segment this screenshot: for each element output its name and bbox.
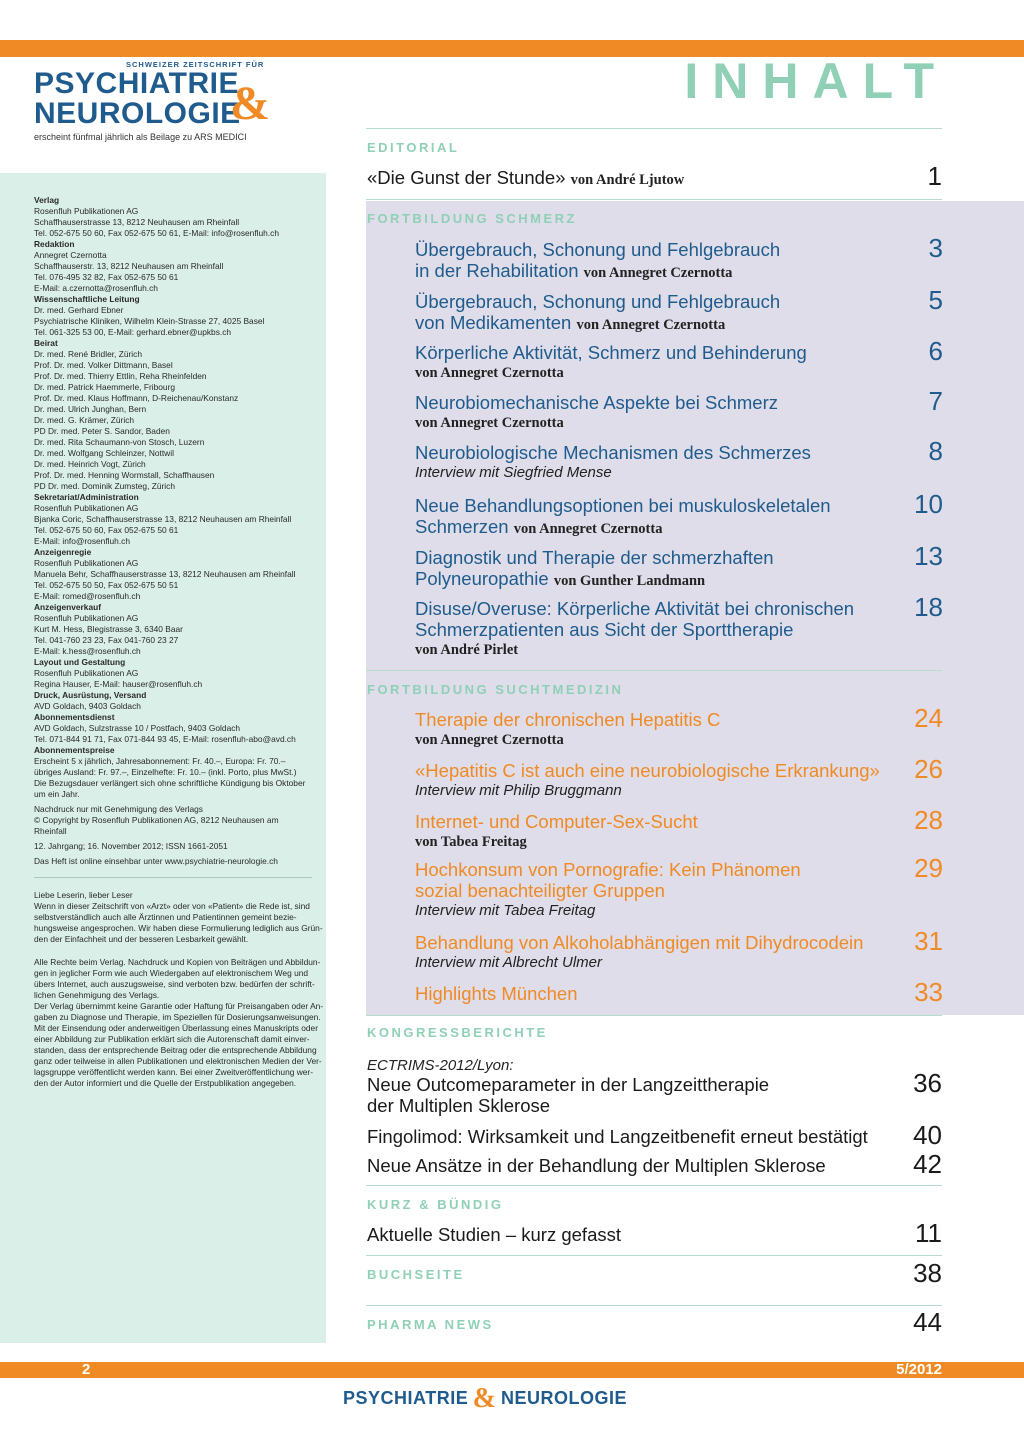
impressum-line: Kurt M. Hess, Blegistrasse 3, 6340 Baar: [34, 624, 183, 634]
section-rule: [366, 128, 942, 129]
entry-title-part: von Medikamenten: [415, 312, 572, 333]
entry-page: 29: [914, 853, 943, 883]
section-fortbildung-schmerz: FORTBILDUNG SCHMERZ: [367, 211, 577, 226]
entry-title: Disuse/Overuse: Körperliche Aktivität bei chronischen: [415, 598, 855, 619]
note-line: lagsgruppe veröffentlicht werden kann. Bei einer Zweitveröffentlichung wer-: [34, 1067, 314, 1077]
note-line: übers Internet, auch auszugsweise, sind verboten bzw. bedürfen der schrift-: [34, 979, 315, 989]
note-line: lichen Genehmigung des Verlags.: [34, 990, 160, 1000]
section-rule: [366, 1185, 942, 1186]
impressum-sidebar: [0, 173, 326, 1343]
entry-interview: Interview mit Tabea Freitag: [415, 902, 596, 919]
journal-logo: [34, 60, 324, 142]
impressum-line: E-Mail: romed@rosenfluh.ch: [34, 591, 141, 601]
impressum-line: übriges Ausland: Fr. 97.–, Einzelhefte: Fr. 10.– (inkl. Porto, plus MwSt.): [34, 767, 297, 777]
impressum-heading: Anzeigenverkauf: [34, 602, 102, 612]
impressum-heading: Abonnementsdienst: [34, 712, 115, 722]
impressum-heading: Redaktion: [34, 239, 75, 249]
impressum-line: um ein Jahr.: [34, 789, 80, 799]
entry-title: Neue Outcomeparameter in der Langzeittherapie: [367, 1074, 770, 1095]
entry-page: 1: [927, 161, 942, 191]
entry-title-part: Schmerzen: [415, 516, 509, 537]
entry-title-part: Schmerzpatienten aus Sicht der Sporttherapie: [415, 619, 794, 640]
impressum-line: Rosenfluh Publikationen AG: [34, 613, 139, 623]
section-kongressberichte: KONGRESSBERICHTE: [367, 1025, 548, 1040]
logo-line-1: PSYCHIATRIE: [34, 67, 239, 100]
note-line: gaben zu Diagnose und Therapie, im Speziellen für Dosierungsanweisungen.: [34, 1012, 321, 1022]
toc-entry[interactable]: [415, 541, 943, 592]
section-buchseite[interactable]: BUCHSEITE: [367, 1267, 465, 1282]
section-rule: [366, 199, 942, 200]
entry-page: 28: [914, 805, 943, 835]
toc-entry[interactable]: [415, 336, 943, 383]
entry-author: von André Pirlet: [415, 642, 519, 658]
impressum-line: AVD Goldach, Sulzstrasse 10 / Postfach, 9403 Goldach: [34, 723, 241, 733]
toc-entry[interactable]: [415, 233, 943, 284]
impressum-heading: Layout und Gestaltung: [34, 657, 126, 667]
online-info: Das Heft ist online einsehbar unter www.psychiatrie-neurologie.ch: [34, 856, 278, 866]
entry-title: Hochkonsum von Pornografie: Kein Phänomen: [415, 859, 801, 880]
impressum-line: Prof. Dr. med. Volker Dittmann, Basel: [34, 360, 173, 370]
impressum-line: Dr. med. Gerhard Ebner: [34, 305, 124, 315]
impressum-list: [34, 195, 312, 800]
impressum-line: Dr. med. Heinrich Vogt, Zürich: [34, 459, 146, 469]
note-line: gen in jeglicher Form wie auch Wiedergaben auf elektronischem Weg und: [34, 968, 309, 978]
entry-page: 8: [928, 436, 943, 466]
entry-title: «Die Gunst der Stunde»: [367, 167, 566, 188]
toc-entry[interactable]: [415, 926, 943, 973]
toc-entry[interactable]: [415, 285, 943, 336]
entry-author: von Annegret Czernotta: [415, 365, 564, 381]
toc-entry[interactable]: [415, 754, 943, 801]
toc-entry[interactable]: [415, 853, 943, 921]
entry-title-cont: [415, 516, 942, 540]
footer-logo: [320, 1380, 650, 1414]
logo-line-2: NEUROLOGIE: [34, 97, 241, 130]
entry-page: 31: [914, 926, 943, 956]
impressum-line: Tel. 071-844 91 71, Fax 071-844 93 45, E-Mail: rosenfluh-abo@avd.ch: [34, 734, 296, 744]
entry-title: Behandlung von Alkoholabhängigen mit Dihydrocodein: [415, 932, 864, 953]
impressum-heading: Druck, Ausrüstung, Versand: [34, 690, 147, 700]
entry-title: Therapie der chronischen Hepatitis C: [415, 709, 721, 730]
impressum-line: Prof. Dr. med. Thierry Ettlin, Reha Rheinfelden: [34, 371, 207, 381]
entry-page: 36: [913, 1068, 942, 1098]
impressum-line: PD Dr. med. Dominik Zumsteg, Zürich: [34, 481, 176, 491]
logo-kicker: SCHWEIZER ZEITSCHRIFT FÜR: [126, 60, 265, 69]
impressum-line: Psychiatrische Kliniken, Wilhelm Klein-Strasse 27, 4025 Basel: [34, 316, 265, 326]
note-line: den der Einfachheit und der besseren Lesbarkeit gewählt.: [34, 934, 249, 944]
entry-author: von Annegret Czernotta: [583, 265, 733, 281]
impressum-heading: Beirat: [34, 338, 58, 348]
impressum-heading: Wissenschaftliche Leitung: [34, 294, 140, 304]
note-line: ganz oder teilweise in allen Publikationen und elektronischen Medien der Ver-: [34, 1056, 322, 1066]
note-line: standen, dass der entsprechende Beitrag oder die entsprechende Abbildung: [34, 1045, 317, 1055]
entry-title: Neue Ansätze in der Behandlung der Multiplen Sklerose: [367, 1155, 826, 1176]
section-rule: [366, 1015, 942, 1016]
entry-page: 13: [914, 541, 943, 571]
entry-title: «Hepatitis C ist auch eine neurobiologische Erkrankung»: [415, 760, 880, 781]
entry-kicker: ECTRIMS-2012/Lyon:: [367, 1057, 514, 1074]
impressum-line: Rosenfluh Publikationen AG: [34, 668, 139, 678]
note-line: Mit der Einsendung oder anderweitigen Überlassung eines Manuskripts oder: [34, 1023, 318, 1033]
toc-entry[interactable]: [415, 592, 943, 660]
impressum-line: Dr. med. G. Krämer, Zürich: [34, 415, 135, 425]
impressum-line: AVD Goldach, 9403 Goldach: [34, 701, 141, 711]
rights-note: [34, 957, 324, 1089]
entry-title-part: Polyneuropathie: [415, 568, 549, 589]
section-rule: [366, 1255, 942, 1256]
entry-author: von Annegret Czernotta: [415, 732, 564, 748]
impressum-line: Dr. med. Wolfgang Schleinzer, Nottwil: [34, 448, 174, 458]
entry-page: 5: [928, 285, 943, 315]
issue-info: 12. Jahrgang; 16. November 2012; ISSN 1661-2051: [34, 841, 228, 851]
entry-interview: Interview mit Albrecht Ulmer: [415, 954, 602, 971]
impressum-line: Manuela Behr, Schaffhauserstrasse 13, 8212 Neuhausen am Rheinfall: [34, 569, 296, 579]
entry-page: 42: [913, 1149, 942, 1179]
impressum-line: Dr. med. Ulrich Junghan, Bern: [34, 404, 147, 414]
impressum-heading: Verlag: [34, 195, 60, 205]
impressum-line: PD Dr. med. Peter S. Sandor, Baden: [34, 426, 170, 436]
impressum-heading: Sekretariat/Administration: [34, 492, 139, 502]
entry-author: von Tabea Freitag: [415, 834, 527, 850]
impressum-line: Bjanka Coric, Schaffhauserstrasse 13, 8212 Neuhausen am Rheinfall: [34, 514, 292, 524]
entry-page: 26: [914, 754, 943, 784]
footer-logo-left: PSYCHIATRIE: [343, 1388, 469, 1408]
note-line: den der Autor informiert und die Quelle der Erstpublikation angegeben.: [34, 1078, 297, 1088]
entry-page: 3: [928, 233, 943, 263]
impressum-line: Dr. med. Patrick Haemmerle, Fribourg: [34, 382, 176, 392]
entry-page: 24: [914, 703, 943, 733]
entry-title-cont: [415, 260, 942, 284]
page-number: 2: [82, 1361, 91, 1378]
entry-title: Aktuelle Studien – kurz gefasst: [367, 1224, 622, 1245]
note-line: Der Verlag übernimmt keine Garantie oder Haftung für Preisangaben oder An-: [34, 1001, 324, 1011]
impressum-line: Prof. Dr. med. Henning Wormstall, Schaffhausen: [34, 470, 215, 480]
pharma-news-page: 44: [913, 1307, 942, 1337]
section-rule: [366, 670, 942, 671]
toc-entry[interactable]: [415, 977, 943, 1007]
entry-page: 7: [928, 386, 943, 416]
impressum-line: Prof. Dr. med. Klaus Hoffmann, D-Reichenau/Konstanz: [34, 393, 239, 403]
logo-ampersand: &: [230, 77, 270, 130]
footer-logo-ampersand: &: [472, 1383, 497, 1414]
section-rule: [366, 1305, 942, 1306]
impressum-line: Regina Hauser, E-Mail: hauser@rosenfluh.ch: [34, 679, 203, 689]
entry-title-cont: [415, 880, 942, 901]
logo-subline: erscheint fünfmal jährlich als Beilage zu ARS MEDICI: [34, 132, 247, 142]
entry-author: von Annegret Czernotta: [513, 521, 663, 537]
entry-author: von André Ljutow: [570, 172, 685, 188]
section-fortbildung-suchtmedizin: FORTBILDUNG SUCHTMEDIZIN: [367, 682, 624, 697]
impressum-line: Rosenfluh Publikationen AG: [34, 558, 139, 568]
impressum-line: Tel. 061-325 53 00, E-Mail: gerhard.ebner@upkbs.ch: [34, 327, 232, 337]
impressum-line: Die Bezugsdauer verlängert sich ohne schriftliche Kündigung bis Oktober: [34, 778, 306, 788]
entry-title: Übergebrauch, Schonung und Fehlgebrauch: [415, 291, 781, 312]
entry-title: Neurobiomechanische Aspekte bei Schmerz: [415, 392, 778, 413]
entry-title-part: sozial benachteiligter Gruppen: [415, 880, 665, 901]
toc-entry[interactable]: [415, 703, 943, 750]
sidebar-divider: [34, 877, 312, 878]
entry-interview: Interview mit Philip Bruggmann: [415, 782, 622, 799]
entry-page: 10: [914, 489, 943, 519]
toc-entry[interactable]: [367, 1120, 942, 1150]
entry-title-cont: [415, 619, 942, 640]
toc-entry[interactable]: [367, 161, 942, 191]
impressum-line: Erscheint 5 x jährlich, Jahresabonnement: Fr. 40.–, Europa: Fr. 70.–: [34, 756, 286, 766]
impressum-line: Annegret Czernotta: [34, 250, 107, 260]
impressum-line: Tel. 076-495 32 82, Fax 052-675 50 61: [34, 272, 179, 282]
entry-title-cont: [367, 1095, 942, 1116]
impressum-line: Rosenfluh Publikationen AG: [34, 503, 139, 513]
copyright-note-1: Nachdruck nur mit Genehmigung des Verlags: [34, 804, 203, 814]
entry-title: Diagnostik und Therapie der schmerzhaften: [415, 547, 774, 568]
toc-entry[interactable]: [415, 436, 943, 483]
entry-title: Körperliche Aktivität, Schmerz und Behinderung: [415, 342, 807, 363]
entry-page: 11: [915, 1218, 942, 1248]
entry-title: Highlights München: [415, 983, 578, 1004]
note-line: Alle Rechte beim Verlag. Nachdruck und Kopien von Beiträgen und Abbildun-: [34, 957, 321, 967]
impressum-line: Tel. 052-675 50 50, Fax 052-675 50 51: [34, 580, 179, 590]
note-line: selbstverständlich auch alle Ärztinnen und Patientinnen gemeint bezie-: [34, 912, 297, 922]
entry-title-cont: [415, 568, 942, 592]
entry-title-part: der Multiplen Sklerose: [367, 1095, 551, 1116]
impressum-line: Schaffhauserstr. 13, 8212 Neuhausen am Rheinfall: [34, 261, 224, 271]
entry-title: Fingolimod: Wirksamkeit und Langzeitbenefit erneut bestätigt: [367, 1126, 868, 1147]
entry-author: von Gunther Landmann: [553, 573, 706, 589]
copyright-note-2: © Copyright by Rosenfluh Publikationen AG, 8212 Neuhausen am Rheinfall: [34, 815, 279, 836]
section-kurz-buendig: KURZ & BÜNDIG: [367, 1197, 504, 1212]
footer-logo-right: NEUROLOGIE: [500, 1388, 627, 1408]
toc-entry[interactable]: [415, 489, 943, 540]
note-line: Liebe Leserin, lieber Leser: [34, 890, 133, 900]
impressum-line: Schaffhauserstrasse 13, 8212 Neuhausen am Rheinfall: [34, 217, 240, 227]
impressum-line: Rosenfluh Publikationen AG: [34, 206, 139, 216]
bottom-accent-bar: [0, 1362, 1024, 1378]
impressum-line: E-Mail: a.czernotta@rosenfluh.ch: [34, 283, 158, 293]
entry-title-part: in der Rehabilitation: [415, 260, 579, 281]
toc-entry[interactable]: [367, 1218, 942, 1248]
entry-title: Neue Behandlungsoptionen bei muskuloskeletalen: [415, 495, 831, 516]
section-pharma-news[interactable]: PHARMA NEWS: [367, 1317, 494, 1332]
note-line: einer Abbildung zur Publikation erklärt sich die Autorenschaft damit einver-: [34, 1034, 310, 1044]
entry-title: Übergebrauch, Schonung und Fehlgebrauch: [415, 239, 781, 260]
impressum-line: Tel. 041-760 23 23, Fax 041-760 23 27: [34, 635, 179, 645]
entry-title: Internet- und Computer-Sex-Sucht: [415, 811, 698, 832]
impressum-line: E-Mail: info@rosenfluh.ch: [34, 536, 131, 546]
page-title: INHALT: [684, 53, 948, 109]
impressum-line: Tel. 052-675 50 60, Fax 052-675 50 61: [34, 525, 179, 535]
entry-title: Neurobiologische Mechanismen des Schmerzes: [415, 442, 811, 463]
impressum-line: Dr. med. Rita Schaumann-von Stosch, Luzern: [34, 437, 205, 447]
note-line: Wenn in dieser Zeitschrift von «Arzt» oder von «Patient» die Rede ist, sind: [34, 901, 310, 911]
entry-page: 6: [928, 336, 943, 366]
note-line: hungsweise angesprochen. Wir haben diese Formulierung lediglich aus Grün-: [34, 923, 323, 933]
entry-page: 40: [913, 1120, 942, 1150]
entry-interview: Interview mit Siegfried Mense: [415, 464, 612, 481]
buchseite-page: 38: [913, 1258, 942, 1288]
gender-note: [34, 890, 323, 945]
toc-entry[interactable]: [415, 805, 943, 852]
impressum-line: E-Mail: k.hess@rosenfluh.ch: [34, 646, 141, 656]
impressum-line: Dr. med. René Bridler, Zürich: [34, 349, 142, 359]
toc-entry[interactable]: [367, 1149, 942, 1179]
entry-title-cont: [415, 312, 942, 336]
issue-number: 5/2012: [896, 1361, 942, 1378]
impressum-line: Tel. 052-675 50 60, Fax 052-675 50 61, E-Mail: info@rosenfluh.ch: [34, 228, 280, 238]
impressum-heading: Anzeigenregie: [34, 547, 92, 557]
entry-author: von Annegret Czernotta: [415, 415, 564, 431]
entry-page: 33: [914, 977, 943, 1007]
toc-entry[interactable]: [367, 1057, 942, 1116]
entry-page: 18: [914, 592, 943, 622]
toc-entry[interactable]: [415, 386, 943, 433]
section-editorial: EDITORIAL: [367, 140, 460, 155]
entry-author: von Annegret Czernotta: [576, 317, 726, 333]
impressum-heading: Abonnementspreise: [34, 745, 115, 755]
